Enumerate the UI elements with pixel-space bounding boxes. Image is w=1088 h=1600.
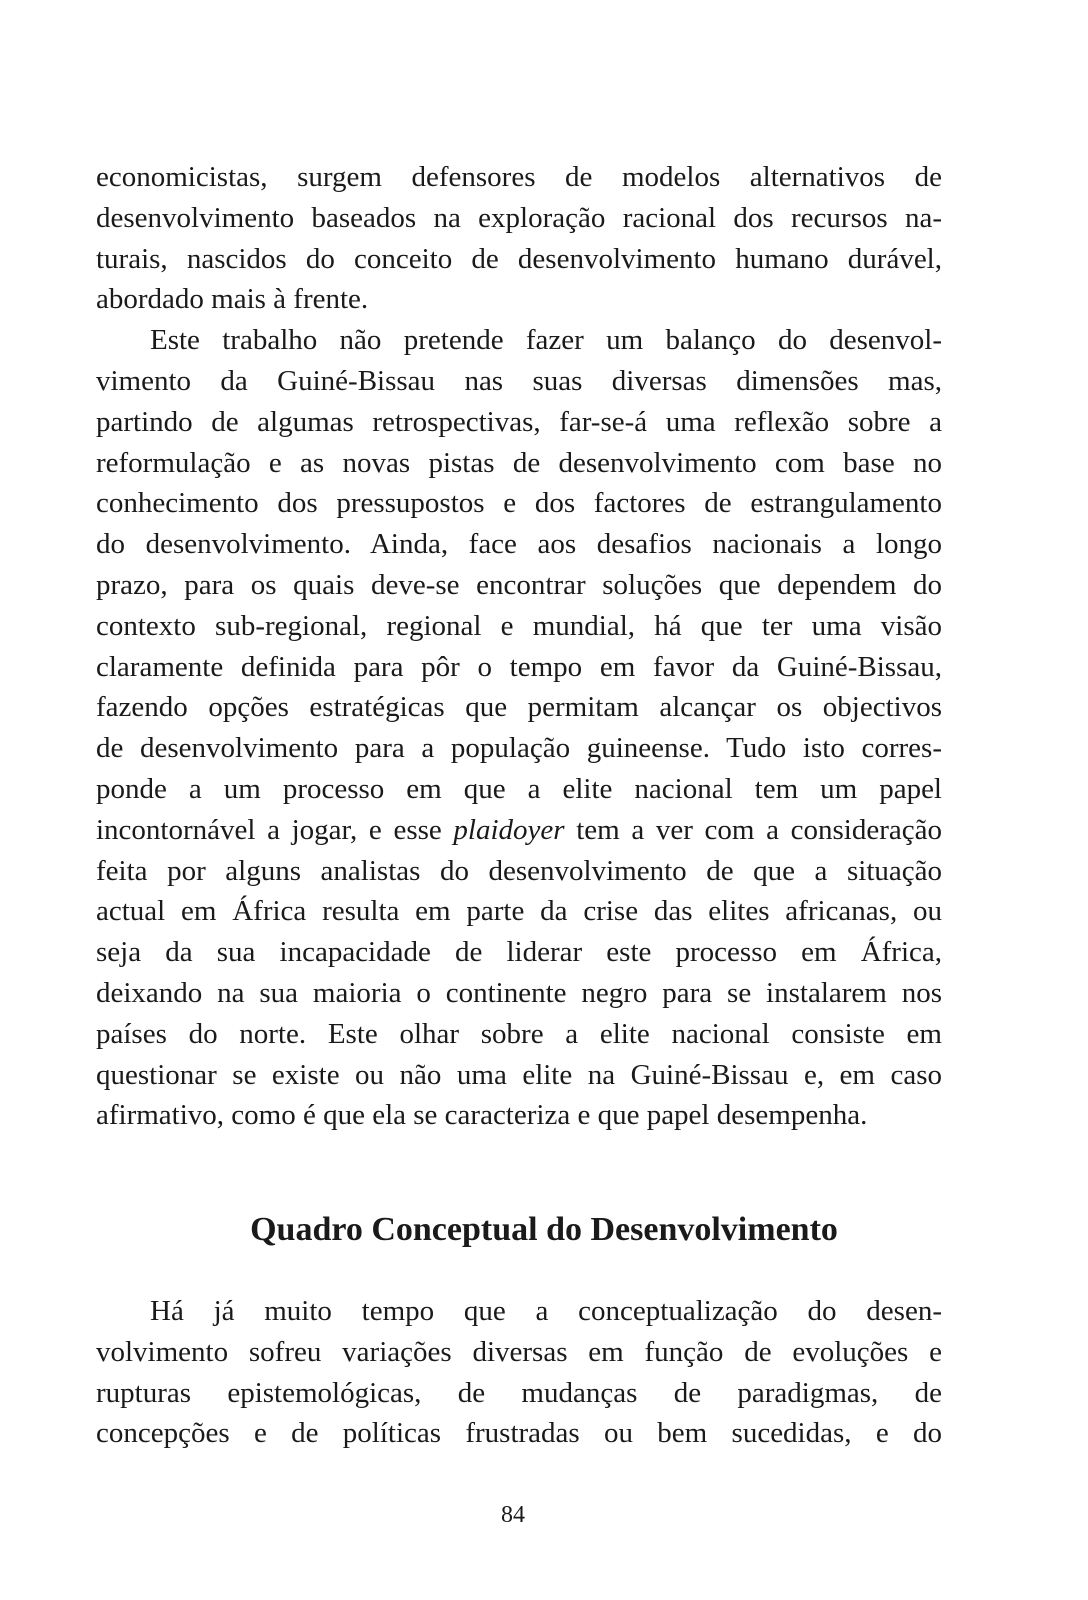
- text-line: questionar se existe ou não uma elite na Guiné-Bissau e, em caso: [96, 1058, 942, 1091]
- text-line: fazendo opções estratégicas que permitam alcançar os objectivos: [96, 691, 942, 724]
- text-line: deixando na sua maioria o continente negro para se instalarem nos: [96, 976, 942, 1009]
- text-line: prazo, para os quais deve-se encontrar soluções que dependem do: [96, 568, 942, 601]
- text-line: Há já muito tempo que a conceptualização do desen-: [150, 1295, 942, 1327]
- text-line: reformulação e as novas pistas de desenvolvimento com base no: [96, 446, 942, 479]
- text-line: abordado mais à frente.: [96, 283, 369, 316]
- text-line: afirmativo, como é que ela se caracteriza e que papel desempenha.: [96, 1099, 868, 1132]
- text-line: do desenvolvimento. Ainda, face aos desafios nacionais a longo: [96, 528, 942, 561]
- italic-term: plaidoyer: [453, 813, 565, 846]
- text-line: seja da sua incapacidade de liderar este processo em África,: [96, 936, 942, 969]
- text-line: países do norte. Este olhar sobre a elite nacional consiste em: [96, 1017, 942, 1050]
- text-line: ponde a um processo em que a elite nacional tem um papel: [96, 772, 942, 805]
- text-line: Este trabalho não pretende fazer um balanço do desenvol-: [150, 324, 942, 357]
- text-line: economicistas, surgem defensores de modelos alternativos de: [96, 161, 942, 193]
- text-line: de desenvolvimento para a população guineense. Tudo isto corres-: [96, 732, 942, 765]
- body-text-lower: [96, 1291, 942, 1454]
- section-heading: Quadro Conceptual do Desenvolvimento: [250, 1211, 838, 1248]
- text-line: turais, nascidos do conceito de desenvolvimento humano durável,: [96, 242, 942, 275]
- text-line: rupturas epistemológicas, de mudanças de paradigmas, de: [96, 1376, 942, 1409]
- text-segment: tem a ver com a consideração: [564, 813, 943, 846]
- text-line-with-italic: [96, 810, 942, 851]
- text-line: contexto sub-regional, regional e mundial, há que ter uma visão: [96, 609, 942, 642]
- page-number: 84: [501, 1502, 525, 1528]
- text-line: concepções e de políticas frustradas ou bem sucedidas, e do: [96, 1417, 942, 1450]
- text-line: conhecimento dos pressupostos e dos factores de estrangulamento: [96, 487, 942, 520]
- text-line: volvimento sofreu variações diversas em função de evoluções e: [96, 1335, 942, 1368]
- text-line: feita por alguns analistas do desenvolvimento de que a situação: [96, 854, 942, 887]
- text-segment: incontornável a jogar, e esse: [96, 813, 454, 846]
- text-line: desenvolvimento baseados na exploração racional dos recursos na-: [96, 201, 942, 234]
- body-text-upper: [96, 157, 942, 1136]
- text-line: claramente definida para pôr o tempo em favor da Guiné-Bissau,: [96, 650, 942, 683]
- text-line: partindo de algumas retrospectivas, far-se-á uma reflexão sobre a: [96, 405, 942, 438]
- text-line: actual em África resulta em parte da crise das elites africanas, ou: [96, 895, 942, 928]
- text-line: vimento da Guiné-Bissau nas suas diversas dimensões mas,: [96, 364, 942, 397]
